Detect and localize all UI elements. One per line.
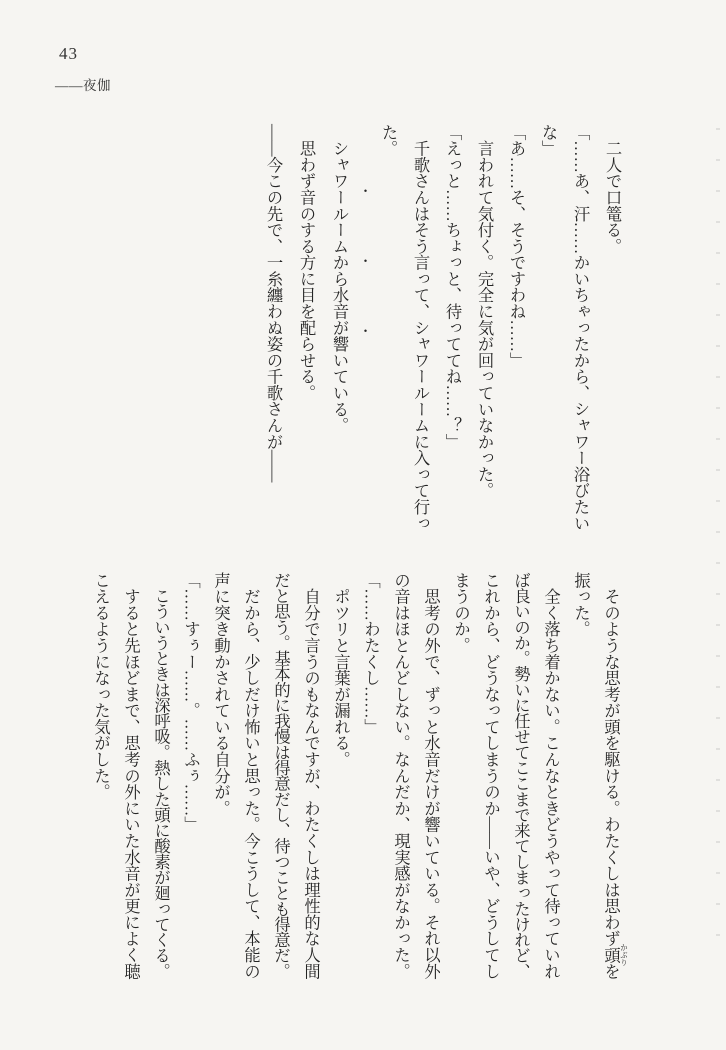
- text-line: 思わず音のする方に目を配らせる。: [297, 124, 316, 401]
- text-line: すると先ほどまで、思考の外にいた水音が更によく聴: [121, 572, 141, 980]
- text-line: な」: [539, 124, 558, 157]
- text-line: 声に突き動かされている自分が。: [211, 572, 231, 817]
- text-line: 振った。: [571, 572, 591, 638]
- text-line: ポツリと言葉が漏れる。: [331, 572, 351, 768]
- scan-edge-artifacts: [716, 128, 720, 958]
- text-line: 「えっと……ちょっと、待っててね……？」: [443, 124, 462, 450]
- text-line: 「……すぅー……。……ふぅ……」: [181, 572, 201, 833]
- furigana-annotation: [601, 943, 629, 967]
- text-line: 思考の外で、ずっと水音だけが響いている。それ以外: [421, 572, 441, 980]
- text-line: まうのか。: [451, 572, 471, 654]
- text-line: ――今この先で、一糸纏わぬ姿の千歌さんが――: [264, 124, 283, 483]
- text-line: だから、少しだけ怖いと思った。今こうして、本能の: [241, 572, 261, 980]
- text-line: こえるようになった気がした。: [91, 572, 111, 801]
- page-number: 43: [59, 44, 78, 63]
- text-line: シャワールームから水音が響いている。: [330, 124, 349, 434]
- separator-dot: ・: [357, 254, 372, 267]
- ruby-base: 頭: [601, 943, 621, 967]
- separator-dot: ・: [357, 324, 372, 337]
- text-line: た。: [379, 124, 398, 157]
- line-text: そのような思考が頭を駆ける。わたくしは思わず: [601, 572, 621, 947]
- top-text-block: [257, 124, 628, 536]
- text-line: 全く落ち着かない。こんなときどうやって待っていれ: [541, 572, 561, 980]
- text-line: の音はほとんどしない。なんだか、現実感がなかった。: [391, 572, 411, 980]
- text-line: 「……あ、汗……かいちゃったから、シャワー浴びたい: [571, 124, 590, 532]
- text-line: こういうときは深呼吸。熱した頭に酸素が廻ってくる。: [151, 572, 171, 979]
- text-line: 二人で口篭る。: [603, 124, 622, 255]
- text-line: だと思う。基本的に我慢は得意だし、待つことも得意だ。: [271, 572, 291, 979]
- line-text: を: [601, 962, 621, 980]
- section-break-dots: [356, 124, 372, 536]
- text-line: 「……わたくし……」: [361, 572, 381, 735]
- text-line: ば良いのか。勢いに任せてここまで来てしまったけれど、: [511, 572, 531, 979]
- text-line: 「あ……そ、そうですわね……」: [507, 124, 526, 369]
- running-title: ――夜伽: [55, 78, 111, 93]
- text-line: 千歌さんはそう言って、シャワールームに入って行っ: [411, 124, 430, 532]
- text-line: [596, 572, 629, 984]
- bottom-text-block: [86, 572, 629, 984]
- separator-dot: ・: [357, 184, 372, 197]
- text-line: 自分で言うのもなんですが、わたくしは理性的な人間: [301, 572, 321, 980]
- text-line: これから、どうなってしまうのか――いや、どうしてし: [481, 572, 501, 980]
- text-line: 言われて気付く。完全に気が回っていなかった。: [475, 124, 494, 499]
- ruby-text: かぶり: [619, 943, 629, 967]
